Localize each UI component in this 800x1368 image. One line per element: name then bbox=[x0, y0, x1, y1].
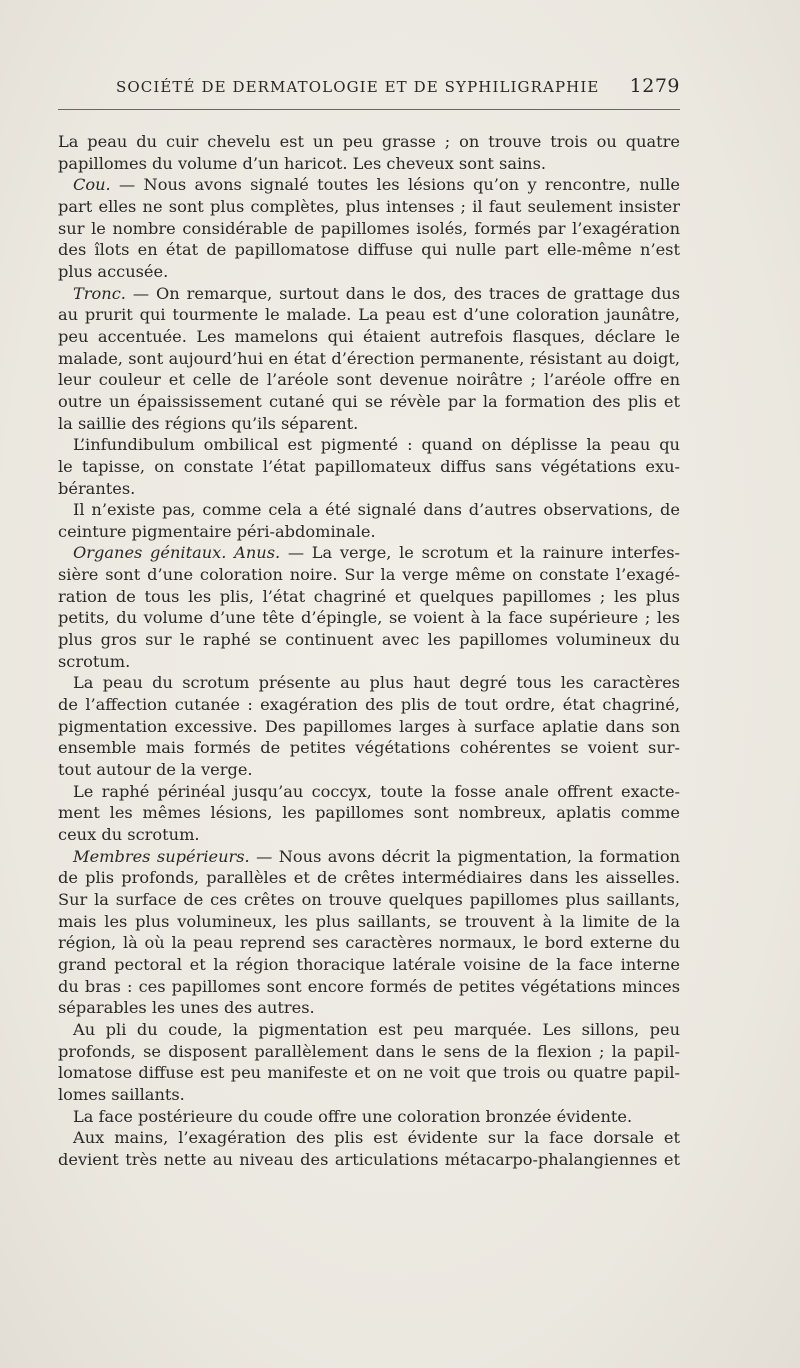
line-text: La face postérieure du coude offre une coloration bronzée évidente. bbox=[73, 1106, 633, 1126]
line-text: lomes saillants. bbox=[58, 1084, 185, 1104]
text-line bbox=[58, 478, 680, 500]
text-line bbox=[58, 824, 680, 846]
line-text: la saillie des régions qu’ils séparent. bbox=[58, 413, 359, 433]
text-line bbox=[58, 1106, 680, 1128]
line-text: petits, du volume d’une tête d’épingle, se voient à la face supérieure ; les bbox=[58, 608, 680, 628]
line-text: Il n’existe pas, comme cela a été signalé dans d’autres observations, de bbox=[73, 500, 680, 520]
text-line bbox=[58, 651, 680, 673]
text-line bbox=[58, 846, 680, 868]
text-line bbox=[58, 499, 680, 521]
text-line bbox=[58, 413, 680, 435]
text-line bbox=[58, 174, 680, 196]
text-line bbox=[58, 629, 680, 651]
text-line bbox=[58, 131, 680, 153]
text-line bbox=[58, 694, 680, 716]
line-text: au prurit qui tourmente le malade. La peau est d’une coloration jaunâtre, bbox=[58, 305, 680, 325]
line-text: sur le nombre considérable de papillomes isolés, formés par l’exagération bbox=[58, 218, 680, 238]
line-text: des îlots en état de papillomatose diffuse qui nulle part elle-même n’est bbox=[58, 240, 680, 260]
line-text: La peau du scrotum présente au plus haut degré tous les caractères bbox=[73, 673, 680, 693]
body-text bbox=[58, 131, 680, 1171]
line-text: séparables les unes des autres. bbox=[58, 998, 315, 1018]
text-line bbox=[58, 1149, 680, 1171]
text-line bbox=[58, 239, 680, 261]
line-text: — On remarque, surtout dans le dos, des traces de grattage dus bbox=[125, 283, 680, 303]
text-line bbox=[58, 716, 680, 738]
text-line bbox=[58, 737, 680, 759]
line-text: région, là où la peau reprend ses caractères normaux, le bord externe du bbox=[58, 933, 680, 953]
line-text: mais les plus volumineux, les plus saillants, se trouvent à la limite de la bbox=[58, 911, 680, 931]
text-line bbox=[58, 954, 680, 976]
line-text: ensemble mais formés de petites végétations cohérentes se voient sur- bbox=[58, 738, 680, 758]
text-line bbox=[58, 326, 680, 348]
line-text: de l’affection cutanée : exagération des plis de tout ordre, état chagriné, bbox=[58, 695, 680, 715]
text-line bbox=[58, 391, 680, 413]
line-text: ceux du scrotum. bbox=[58, 825, 200, 844]
line-text: papillomes du volume d’un haricot. Les cheveux sont sains. bbox=[58, 153, 547, 173]
line-text: de plis profonds, parallèles et de crêtes intermédiaires dans les aisselles. bbox=[58, 868, 680, 888]
text-line bbox=[58, 867, 680, 889]
line-text: le tapisse, on constate l’état papillomateux diffus sans végétations exu- bbox=[58, 456, 680, 476]
line-text: Sur la surface de ces crêtes on trouve quelques papillomes plus saillants, bbox=[58, 889, 680, 909]
page-number: 1279 bbox=[629, 75, 680, 97]
text-line bbox=[58, 889, 680, 911]
line-text: plus accusée. bbox=[58, 261, 169, 281]
section-lead: Membres supérieurs. bbox=[73, 846, 250, 866]
line-text: devient très nette au niveau des articulations métacarpo-phalangiennes et bbox=[58, 1149, 680, 1169]
text-line bbox=[58, 348, 680, 370]
line-text: sière sont d’une coloration noire. Sur la verge même on constate l’exagé- bbox=[58, 565, 680, 585]
text-line bbox=[58, 932, 680, 954]
text-line bbox=[58, 802, 680, 824]
line-text: ration de tous les plis, l’état chagriné et quelques papillomes ; les plus bbox=[58, 586, 680, 606]
line-text: — Nous avons signalé toutes les lésions qu’on y rencontre, nulle bbox=[110, 175, 680, 195]
line-text: lomatose diffuse est peu manifeste et on ne voit que trois ou quatre papil- bbox=[58, 1063, 680, 1083]
line-text: ment les mêmes lésions, les papillomes sont nombreux, aplatis comme bbox=[58, 803, 680, 823]
text-line bbox=[58, 759, 680, 781]
text-line bbox=[58, 781, 680, 803]
text-line bbox=[58, 542, 680, 564]
line-text: — Nous avons décrit la pigmentation, la formation bbox=[249, 846, 680, 866]
text-line bbox=[58, 1084, 680, 1106]
section-lead: Organes génitaux. Anus. bbox=[73, 543, 281, 563]
line-text: plus gros sur le raphé se continuent avec les papillomes volumineux du bbox=[58, 630, 680, 650]
line-text: Le raphé périnéal jusqu’au coccyx, toute la fosse anale offrent exacte- bbox=[73, 781, 680, 801]
line-text: ceinture pigmentaire péri-abdominale. bbox=[58, 521, 376, 541]
running-head: SOCIÉTÉ DE DERMATOLOGIE ET DE SYPHILIGRAPHIE bbox=[116, 78, 600, 96]
text-line bbox=[58, 434, 680, 456]
line-text: — La verge, le scrotum et la rainure interfes- bbox=[280, 543, 680, 563]
text-line bbox=[58, 586, 680, 608]
line-text: Au pli du coude, la pigmentation est peu marquée. Les sillons, peu bbox=[73, 1019, 680, 1039]
line-text: malade, sont aujourd’hui en état d’érection permanente, résistant au doigt, bbox=[58, 348, 680, 368]
line-text: Aux mains, l’exagération des plis est évidente sur la face dorsale et bbox=[73, 1128, 680, 1148]
text-line bbox=[58, 1041, 680, 1063]
text-line bbox=[58, 672, 680, 694]
line-text: peu accentuée. Les mamelons qui étaient autrefois flasques, déclare le bbox=[58, 326, 680, 346]
line-text: outre un épaississement cutané qui se révèle par la formation des plis et bbox=[58, 391, 680, 411]
line-text: grand pectoral et la région thoracique latérale voisine de la face interne bbox=[58, 954, 680, 974]
line-text: pigmentation excessive. Des papillomes larges à surface aplatie dans son bbox=[58, 716, 680, 736]
line-text: profonds, se disposent parallèlement dans le sens de la flexion ; la papil- bbox=[58, 1041, 680, 1061]
header-rule bbox=[58, 109, 680, 110]
text-line bbox=[58, 1127, 680, 1149]
text-line bbox=[58, 304, 680, 326]
line-text: La peau du cuir chevelu est un peu grasse ; on trouve trois ou quatre bbox=[58, 132, 680, 151]
text-line bbox=[58, 153, 680, 175]
text-line bbox=[58, 521, 680, 543]
text-line bbox=[58, 1019, 680, 1041]
text-line bbox=[58, 261, 680, 283]
text-line bbox=[58, 564, 680, 586]
line-text: bérantes. bbox=[58, 478, 136, 498]
page-header bbox=[58, 76, 680, 106]
text-line bbox=[58, 456, 680, 478]
text-line bbox=[58, 997, 680, 1019]
section-lead: Tronc. bbox=[73, 283, 126, 303]
text-line bbox=[58, 283, 680, 305]
line-text: leur couleur et celle de l’aréole sont devenue noirâtre ; l’aréole offre en bbox=[58, 370, 680, 390]
line-text: scrotum. bbox=[58, 651, 131, 671]
text-line bbox=[58, 196, 680, 218]
text-line bbox=[58, 1062, 680, 1084]
text-line bbox=[58, 911, 680, 933]
text-line bbox=[58, 976, 680, 998]
line-text: du bras : ces papillomes sont encore formés de petites végétations minces bbox=[58, 976, 680, 996]
line-text: part elles ne sont plus complètes, plus intenses ; il faut seulement insister bbox=[58, 196, 680, 216]
text-line bbox=[58, 607, 680, 629]
line-text: L’infundibulum ombilical est pigmenté : quand on déplisse la peau qu bbox=[73, 435, 680, 455]
text-line bbox=[58, 218, 680, 240]
line-text: tout autour de la verge. bbox=[58, 760, 253, 780]
text-line bbox=[58, 369, 680, 391]
section-lead: Cou. bbox=[73, 175, 111, 195]
